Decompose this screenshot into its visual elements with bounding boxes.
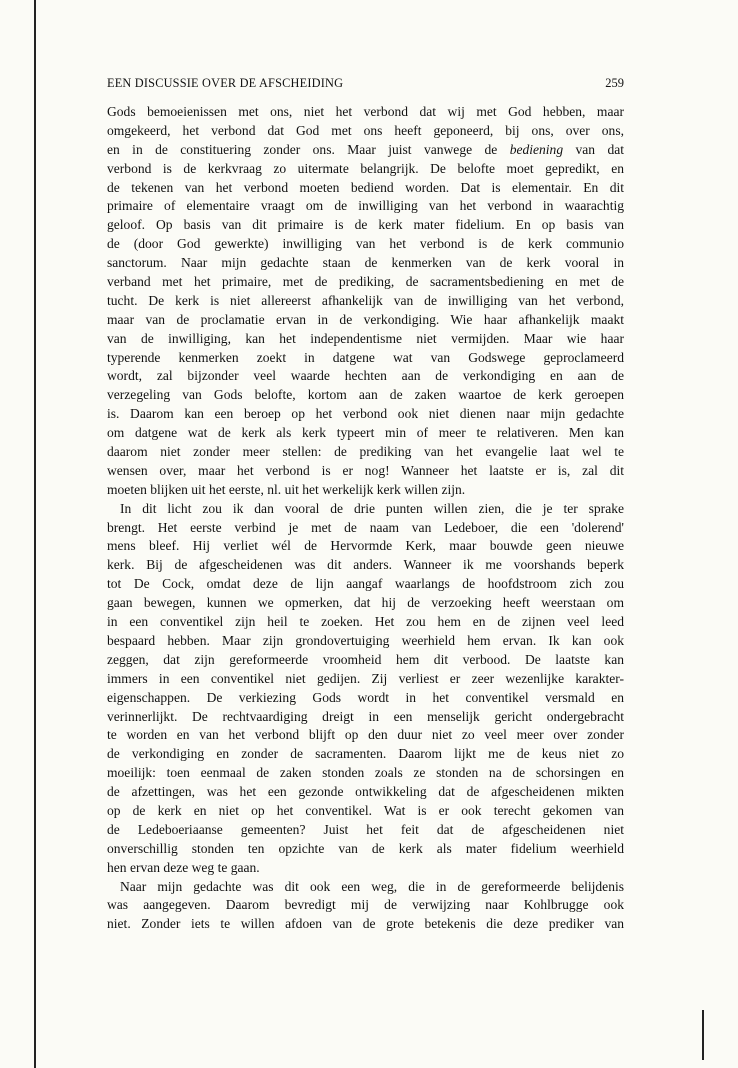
text-line: moeilijk: toen eenmaal de zaken stonden zoals ze stonden na de schorsingen en — [107, 765, 624, 781]
text-line-segment: van dat — [575, 141, 625, 157]
text-line: was aangegeven. Daarom bevredigt mij de verwijzing naar Kohlbrugge ook — [107, 897, 624, 913]
text-line: de verkondiging en zonder de sacramenten. Daarom lijkt me de keus niet zo — [107, 746, 624, 762]
text-line: typerende kenmerken zoekt in datgene wat van Godswege geproclameerd — [107, 349, 624, 365]
left-margin-rule — [34, 0, 36, 1068]
text-line: mens bleef. Hij verliet wél de Hervormde Kerk, maar bouwde geen nieuwe — [107, 538, 624, 554]
text-line: niet. Zonder iets te willen afdoen van de grote betekenis die deze prediker van — [107, 916, 624, 932]
text-line: wensen over, maar het verbond is er nog! Wanneer het laatste er is, zal dit — [107, 462, 624, 478]
text-line: zeggen, dat zijn gereformeerde vroomheid hem dit verbood. De laatste kan — [107, 651, 624, 667]
running-head — [107, 76, 624, 96]
text-line: hen ervan deze weg te gaan. — [107, 859, 260, 875]
text-line: bespaard hebben. Maar zijn grondovertuiging weerhield hem ervan. Ik kan ook — [107, 632, 624, 648]
text-line: verbond is de kerkvraag zo uitermate belangrijk. De belofte moet gepredikt, en — [107, 160, 624, 176]
page-number: 259 — [605, 76, 624, 90]
text-line: kerk. Bij de afgescheidenen was dit anders. Wanneer ik me voorshands beperk — [107, 557, 624, 573]
text-line: in een conventikel zijn heil te zoeken. Het zou hem en de zijnen veel leed — [107, 614, 624, 630]
text-line: de Ledeboeriaanse gemeenten? Juist het feit dat de afgescheidenen niet — [107, 821, 624, 837]
body-text — [107, 103, 624, 934]
text-line: Gods bemoeienissen met ons, niet het verbond dat wij met God hebben, maar — [107, 104, 624, 119]
text-line: omgekeerd, het verbond dat God met ons heeft geponeerd, bij ons, over ons, — [107, 122, 624, 138]
text-line: primaire of elementaire vraagt om de inwilliging van het verbond in waarachtig — [107, 198, 624, 214]
text-line: immers in een conventikel niet gedijen. Zij verliest er zeer wezenlijke karakter- — [107, 670, 624, 686]
text-line: verband met het primaire, met de prediking, de sacramentsbediening en met de — [107, 274, 624, 290]
text-line: op de kerk en niet op het conventikel. Wat is er ook terecht gekomen van — [107, 802, 624, 818]
text-line: is. Daarom kan een beroep op het verbond ook niet dienen naar mijn gedachte — [107, 406, 624, 422]
text-line: de (door God gewerkte) inwilliging van het verbond is de kerk communio — [107, 236, 624, 252]
running-title: EEN DISCUSSIE OVER DE AFSCHEIDING — [107, 76, 344, 90]
text-line: te worden en van het verbond blijft op den duur niet zo veel meer over zonder — [107, 727, 624, 743]
right-margin-rule — [702, 1010, 704, 1060]
text-line: gaan bewegen, kunnen we opmerken, dat hij de verzoeking heeft weerstaan om — [107, 595, 624, 611]
text-line: verinnerlijkt. De rechtvaardiging dreigt in een menselijk gericht ondergebracht — [107, 708, 624, 724]
text-line — [107, 141, 624, 160]
paragraph-start-line: In dit licht zou ik dan vooral de drie punten willen zien, die je ter sprake — [120, 500, 624, 516]
text-line-segment: en in de constituering zonder ons. Maar juist vanwege de — [107, 141, 498, 157]
text-line: eigenschappen. De verkiezing Gods wordt in het conventikel versmald en — [107, 689, 624, 705]
text-line: daarom niet zonder meer stellen: de prediking van het evangelie laat wel te — [107, 444, 624, 460]
emphasized-word: bediening — [509, 141, 564, 157]
text-line: tot De Cock, omdat deze de lijn aangaf waarlangs de hoofdstroom zich zou — [107, 576, 624, 592]
text-line: om datgene wat de kerk als kerk typeert min of meer te relativeren. Men kan — [107, 425, 624, 441]
text-line: verzegeling van Gods belofte, kortom aan de zaken waartoe de kerk geroepen — [107, 387, 624, 403]
text-line: moeten blijken uit het eerste, nl. uit het werkelijk kerk willen zijn. — [107, 481, 466, 497]
text-line: de tekenen van het verbond moeten bediend worden. Dat is elementair. En dit — [107, 179, 624, 195]
text-line: van de inwilliging, kan het independentisme niet vermijden. Maar wie haar — [107, 330, 624, 346]
text-line: brengt. Het eerste verbind je met de naam van Ledeboer, die een 'dolerend' — [107, 519, 624, 535]
text-line: maar van de proclamatie ervan in de verkondiging. Wie haar afhankelijk maakt — [107, 311, 624, 327]
text-line: tucht. De kerk is niet allereerst afhankelijk van de inwilliging van het verbond, — [107, 292, 624, 308]
text-line: onverschillig stonden ten opzichte van de kerk als mater fidelium weerhield — [107, 840, 624, 856]
paragraph-start-line: Naar mijn gedachte was dit ook een weg, die in de gereformeerde belijdenis — [120, 878, 624, 894]
text-line: wordt, zal bijzonder veel waarde hechten aan de verkondiging en aan de — [107, 368, 624, 384]
text-line: de afzettingen, was het een gezonde ontwikkeling dat de afgescheidenen mikten — [107, 784, 624, 800]
text-line: geloof. Op basis van dit primaire is de kerk mater fidelium. En op basis van — [107, 217, 624, 233]
text-line: sanctorum. Naar mijn gedachte staan de kenmerken van de kerk vooral in — [107, 255, 624, 271]
